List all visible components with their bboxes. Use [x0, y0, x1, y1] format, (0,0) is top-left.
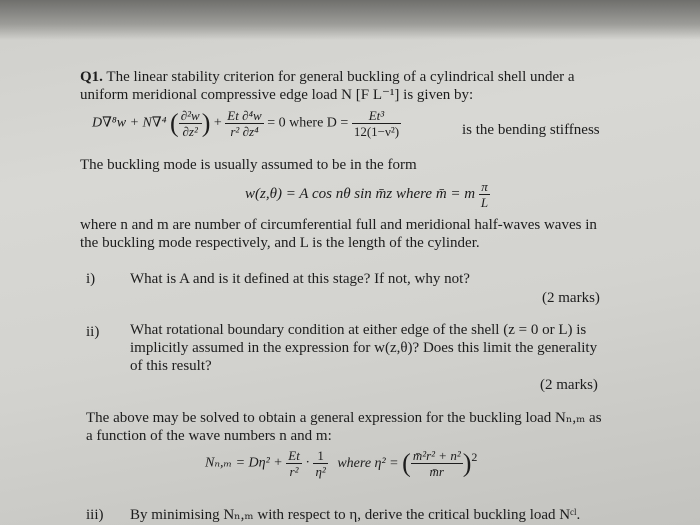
eq3-lhs: Nₙ,ₘ = Dη² + [205, 455, 283, 471]
eq1-plus: + [213, 115, 222, 131]
eq1-rhs: = 0 where D = [267, 115, 349, 131]
general-line2: a function of the wave numbers n and m: [86, 428, 332, 444]
part-iii-number: iii) [86, 507, 104, 523]
eq1-fraction-3: $\frac{\text{Et³}}{\text{12(1−ν²)}}$ [353, 108, 400, 139]
eq3-fraction-3: $\frac{\text{m̄²r² + n²}}{m̄r}$ [412, 448, 461, 479]
part-ii-line3: of this result? [130, 358, 212, 374]
eq3-exponent: 2 [471, 450, 478, 465]
part-i-marks: (2 marks) [542, 290, 600, 306]
eq1-fraction-1: $\frac{\text{∂²w}}{\text{∂z²}}$ [180, 108, 200, 139]
buckling-load-equation: Nₙ,ₘ = Dη² + $\frac{Et}{\text{r²}}$ · $\frac{1}{\text{η²}}$ where η² = ( $\frac{\text{m̄²r² + n²}}{m̄r}$ )$^2$ [205, 448, 478, 479]
eq3-fraction-2: $\frac{1}{\text{η²}}$ [315, 448, 326, 479]
question-label: Q1. [80, 69, 103, 85]
eq2-fraction: $\frac{\pi}{L}$ [480, 179, 489, 210]
part-ii-number: ii) [86, 324, 100, 340]
page-shadow [0, 0, 700, 40]
stability-equation: D∇⁸w + N∇⁴ ( $\frac{\text{∂²w}}{\text{∂z²}}$ ) + $\frac{\text{Et ∂⁴w}}{\text{r² ∂z⁴}}$ = 0 where D = $\frac{\text{Et³}}{\text{12(1−ν²)}}$ [92, 108, 400, 139]
bending-stiffness-note: is the bending stiffness [462, 122, 600, 138]
question-intro-text: The linear stability criterion for general buckling of a cylindrical shell under a [106, 69, 575, 85]
eq3-where: where η² = [337, 455, 399, 471]
buckling-mode-line: The buckling mode is usually assumed to be in the form [80, 157, 417, 173]
mode-shape-equation [245, 179, 490, 210]
eq2-main: w(z,θ) = A cos nθ sin m̄z where m̄ = m [245, 185, 476, 202]
question-intro-line1 [80, 69, 575, 86]
part-i-text: What is A and is it defined at this stage? If not, why not? [130, 271, 470, 287]
eq1-fraction-2: $\frac{\text{Et ∂⁴w}}{\text{r² ∂z⁴}}$ [227, 108, 262, 139]
general-line1: The above may be solved to obtain a general expression for the buckling load Nₙ,ₘ as [86, 410, 602, 426]
part-ii-marks: (2 marks) [540, 377, 598, 393]
part-i-number: i) [86, 271, 96, 287]
question-intro-line2: uniform meridional compressive edge load N [F L⁻¹] is given by: [80, 87, 474, 103]
definition-line2: the buckling mode respectively, and L is the length of the cylinder. [80, 235, 480, 251]
part-ii-line2: implicitly assumed in the expression for w(z,θ)? Does this limit the generality [130, 340, 598, 356]
definition-line1: where n and m are number of circumferential full and meridional half-waves waves in [80, 217, 597, 233]
eq1-lhs: D∇⁸w + N∇⁴ [92, 115, 167, 131]
eq3-fraction-1: $\frac{Et}{\text{r²}}$ [288, 448, 300, 479]
part-iii-text: By minimising Nₙ,ₘ with respect to η, derive the critical buckling load Nᶜˡ. [130, 507, 581, 523]
part-ii-line1: What rotational boundary condition at either edge of the shell (z = 0 or L) is [130, 322, 587, 338]
